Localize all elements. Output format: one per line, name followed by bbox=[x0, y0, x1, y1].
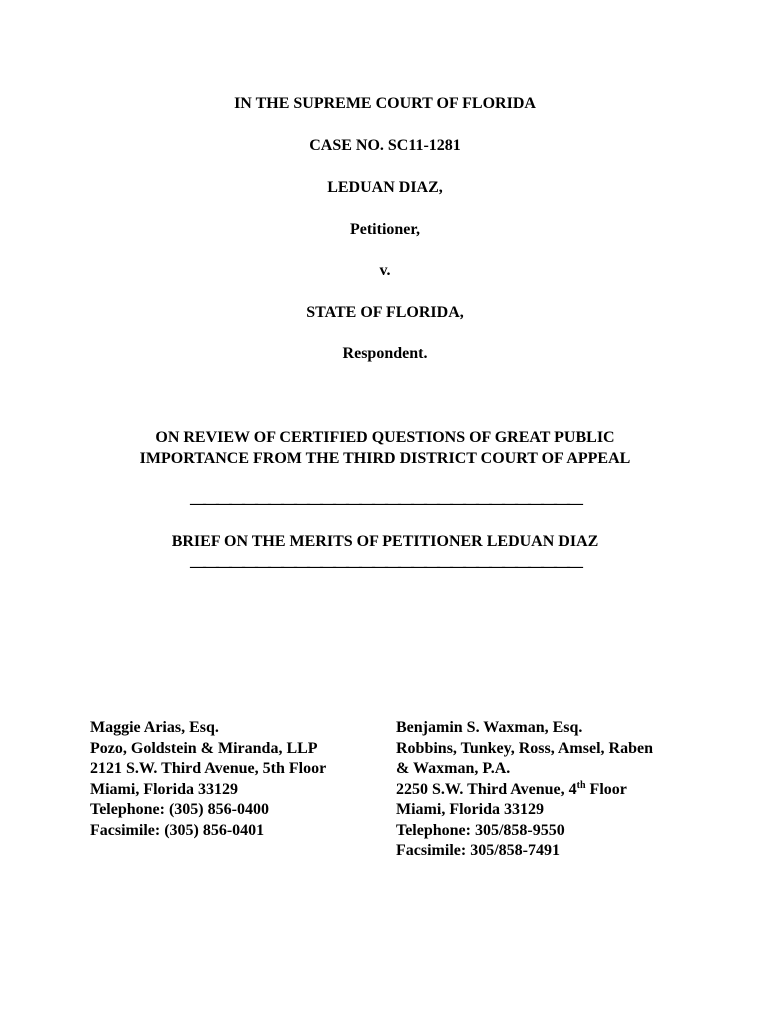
counsel-right-facsimile: Facsimile: 305/858-7491 bbox=[396, 842, 560, 859]
brief-title: BRIEF ON THE MERITS OF PETITIONER LEDUAN DIAZ bbox=[171, 533, 599, 550]
counsel-right-telephone: Telephone: 305/858-9550 bbox=[396, 821, 565, 839]
counsel-right-address bbox=[396, 780, 653, 801]
counsel-left-city: Miami, Florida 33129 bbox=[90, 780, 238, 798]
counsel-right-name: Benjamin S. Waxman, Esq. bbox=[396, 719, 583, 736]
counsel-right-firm-1: Robbins, Tunkey, Ross, Amsel, Raben bbox=[396, 739, 653, 757]
counsel-right bbox=[396, 718, 653, 862]
counsel-right-address-main: 2250 S.W. Third Avenue, 4 bbox=[396, 780, 577, 798]
case-number: CASE NO. SC11-1281 bbox=[309, 137, 461, 154]
counsel-right-address-floor: Floor bbox=[585, 780, 627, 798]
review-line-1: ON REVIEW OF CERTIFIED QUESTIONS OF GREAT PUBLIC bbox=[155, 429, 615, 446]
top-rule: —————————————————————————————— bbox=[190, 495, 580, 512]
petitioner-name: LEDUAN DIAZ, bbox=[327, 179, 443, 196]
counsel-right-city: Miami, Florida 33129 bbox=[396, 801, 544, 818]
counsel-left bbox=[90, 718, 326, 841]
counsel-left-firm: Pozo, Goldstein & Miranda, LLP bbox=[90, 739, 318, 757]
counsel-left-name: Maggie Arias, Esq. bbox=[90, 719, 219, 736]
counsel-left-facsimile: Facsimile: (305) 856-0401 bbox=[90, 821, 265, 839]
court-heading: IN THE SUPREME COURT OF FLORIDA bbox=[234, 95, 536, 112]
petitioner-role: Petitioner, bbox=[349, 221, 421, 238]
versus: v. bbox=[379, 262, 391, 279]
review-line-2: IMPORTANCE FROM THE THIRD DISTRICT COURT OF APPEAL bbox=[139, 450, 631, 467]
respondent-name: STATE OF FLORIDA, bbox=[306, 304, 464, 321]
counsel-right-address-ordinal: th bbox=[576, 779, 586, 791]
counsel-left-telephone: Telephone: (305) 856-0400 bbox=[90, 801, 269, 818]
respondent-role: Respondent. bbox=[342, 345, 428, 362]
counsel-right-firm-2: & Waxman, P.A. bbox=[396, 760, 511, 777]
counsel-left-address: 2121 S.W. Third Avenue, 5th Floor bbox=[90, 760, 327, 777]
bottom-rule: —————————————————————————————— bbox=[190, 558, 580, 575]
